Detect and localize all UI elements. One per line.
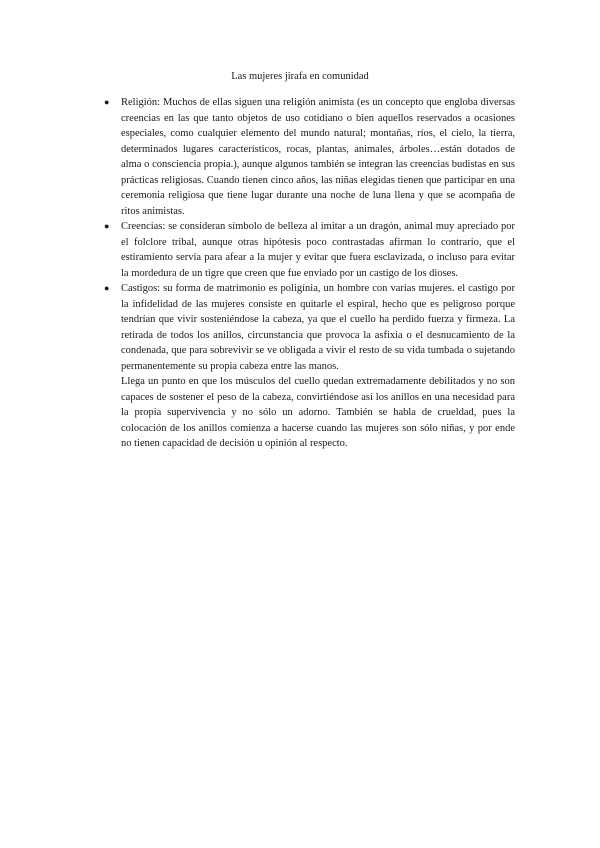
- list-item-creencias: [100, 219, 515, 281]
- list-item-religion: [100, 95, 515, 219]
- paragraph: Religión: Muchos de ellas siguen una religión animista (es un concepto que engloba diversas creencias en las que tanto objetos de uso cotidiano o bien aquellos reservados a ocasiones especiales, como cualquier elemento del mundo natural; montañas, ríos, el cielo, la tierra, determinados lugares característicos, rocas, plantas, animales, árboles…están dotados de alma o consciencia propia.), aunque algunos también se integran las creencias budistas en sus prácticas religiosas. Cuando tienen cinco años, las niñas elegidas tienen que participar en una ceremonia religiosa que tiene lugar durante una noche de luna llena y que se acompaña de ritos animistas.: [121, 97, 515, 217]
- document-title: Las mujeres jirafa en comunidad: [231, 71, 369, 82]
- list-item-castigos: [100, 281, 515, 452]
- bullet-list: [100, 95, 515, 452]
- paragraph: Creencias: se consideran símbolo de belleza al imitar a un dragón, animal muy apreciado por el folclore tribal, aunque otras hipótesis poco contrastadas afirman lo contrario, que el estiramiento servía para afear a la mujer y evitar que fuera esclavizada, o incluso para evitar la mordedura de un tigre que creen que fue enviado por un castigo de los dioses.: [121, 221, 515, 279]
- bullet-icon: ●: [104, 97, 110, 107]
- paragraph: Castigos: su forma de matrimonio es poligínia, un hombre con varias mujeres. el castigo por la infidelidad de las mujeres consiste en quitarle el espiral, hecho que es peligroso porque tendrían que vivir sosteniéndose la cabeza, ya que el cuello ha perdido fuerza y firmeza. La retirada de todos los anillos, circunstancia que provoca la asfixia o el desnucamiento de la condenada, que para sobrevivir se ve obligada a vivir el resto de su vida tumbada o sujetando permanentemente su propia cabeza entre las manos.: [121, 283, 515, 372]
- bullet-icon: ●: [104, 283, 110, 293]
- paragraph: Llega un punto en que los músculos del cuello quedan extremadamente debilitados y no son capaces de sostener el peso de la cabeza, convirtiéndose así los anillos en una necesidad para la propia supervivencia y no sólo un adorno. También se habla de crueldad, pues la colocación de los anillos comienza a hacerse cuando las mujeres son sólo niñas, y por ende no tienen capacidad de decisión u opinión al respecto.: [121, 376, 515, 449]
- bullet-icon: ●: [104, 221, 110, 231]
